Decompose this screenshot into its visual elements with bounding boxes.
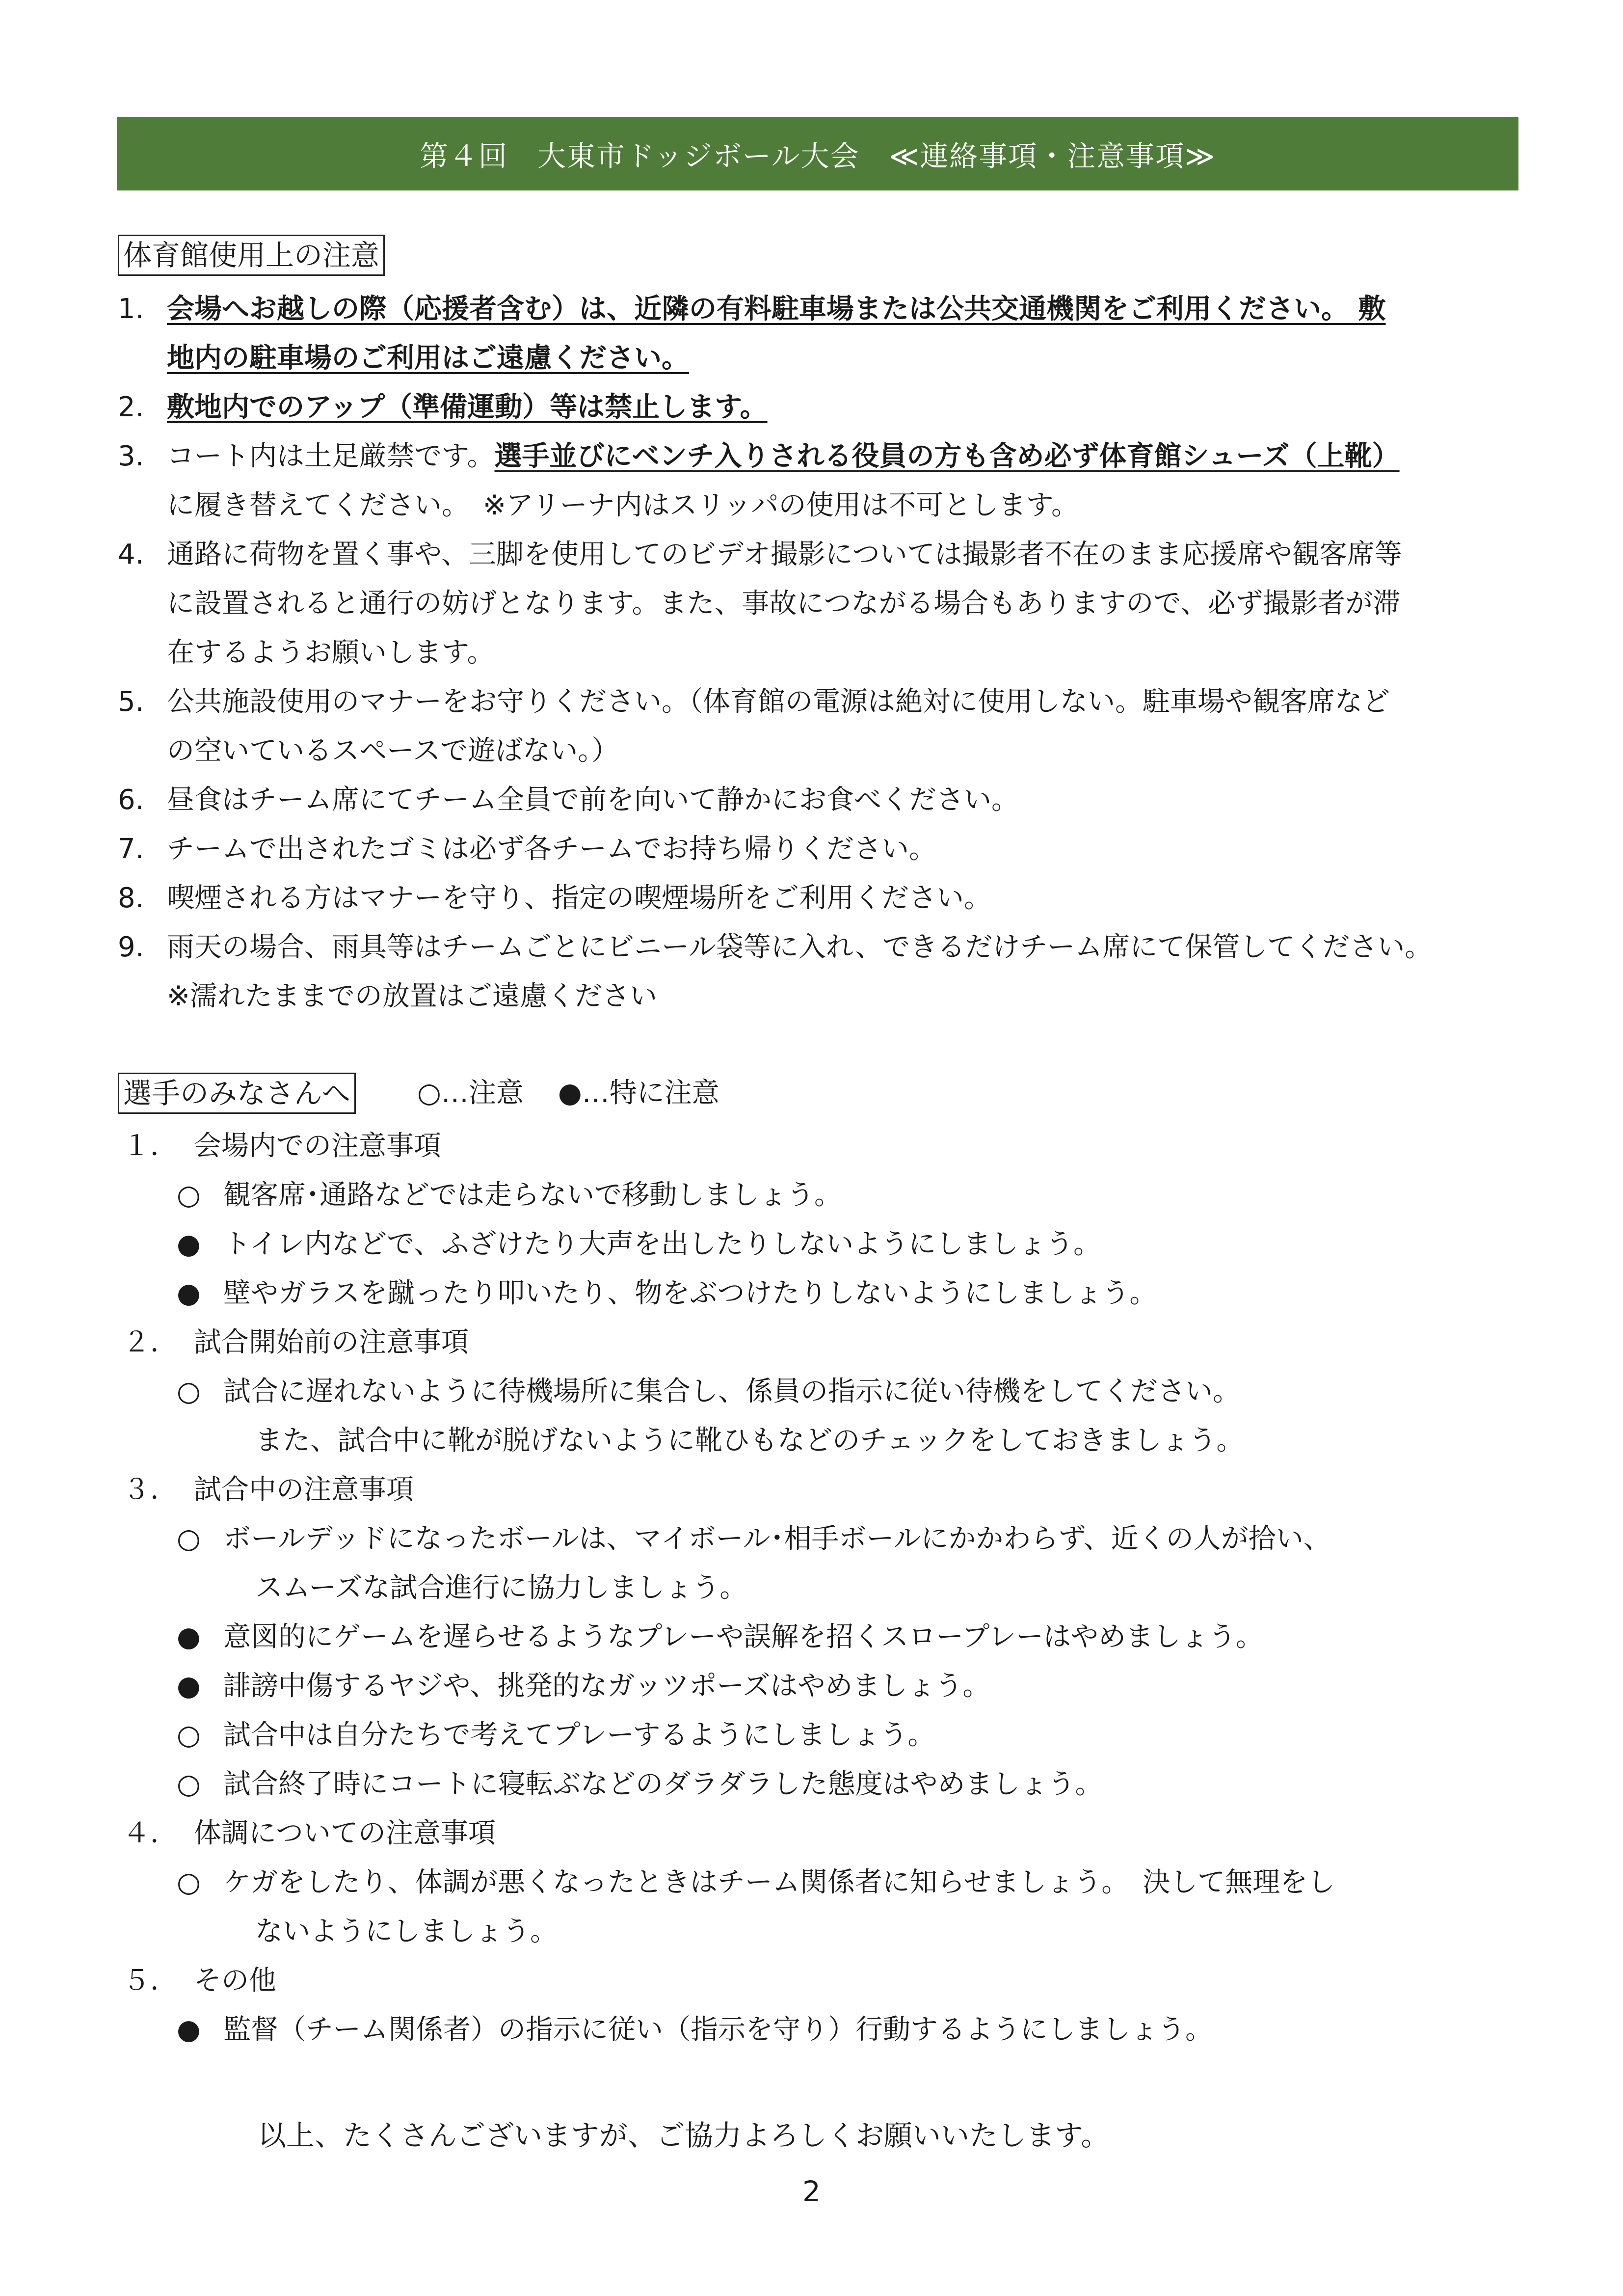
bullet-mark: ●: [177, 2014, 201, 2046]
closing-message: 以上、たくさんございますが、ご協力よろしくお願いいたします。: [258, 2119, 1110, 2152]
item-text: 敷地内でのアップ（準備運動）等は禁止します。: [167, 391, 768, 423]
bullet-item: [177, 1760, 1502, 1809]
bullet-item: [177, 1613, 1502, 1662]
gym-item-1: [118, 285, 1521, 383]
item-text: 会場へお越しの際（応援者含む）は、近隣の有料駐車場または公共交通機関をご利用ください。 敷: [167, 293, 1386, 325]
bullet-text-cont: ないようにしましょう。: [255, 1916, 558, 1947]
item-number: 3.: [118, 440, 144, 472]
group-number: ２．: [123, 1326, 178, 1358]
group-title: その他: [194, 1965, 276, 1997]
bullet-text: トイレ内などで、ふざけたり大声を出したりしないようにしましょう。: [223, 1228, 1101, 1260]
item-number: 7.: [118, 833, 144, 865]
group-number: ４．: [123, 1817, 178, 1849]
bullet-mark: ●: [177, 1621, 201, 1653]
item-text: に設置されると通行の妨げとなります。また、事故につながる場合もありますので、必ず撮影者が滞: [167, 588, 1401, 620]
item-number: 9.: [118, 931, 144, 963]
bullet-mark: ○: [177, 1768, 201, 1800]
group-title: 体調についての注意事項: [194, 1817, 496, 1849]
item-number: 4.: [118, 539, 144, 570]
bullet-item: [177, 1367, 1502, 1465]
bullet-text: 試合終了時にコートに寝転ぶなどのダラダラした態度はやめましょう。: [223, 1768, 1103, 1800]
group-heading-5: [123, 1956, 276, 2005]
bullet-text-cont: また、試合中に靴が脱げないように靴ひもなどのチェックをしておきましょう。: [255, 1425, 1244, 1457]
group-title: 試合中の注意事項: [194, 1474, 414, 1506]
bullet-text: 監督（チーム関係者）の指示に従い（指示を守り）行動するようにしましょう。: [223, 2014, 1213, 2046]
item-text: 公共施設使用のマナーをお守りください。（体育館の電源は絶対に使用しない。駐車場や観客席など: [167, 686, 1390, 718]
item-number: 6.: [118, 784, 144, 816]
item-text: 通路に荷物を置く事や、三脚を使用してのビデオ撮影については撮影者不在のまま応援席や観客席等: [167, 539, 1402, 570]
group-heading-2: [123, 1318, 469, 1367]
gym-item-3: [118, 432, 1521, 530]
item-text: 地内の駐車場のご利用はご遠慮ください。: [167, 342, 689, 374]
item-number: 8.: [118, 882, 144, 914]
bullet-text: 試合中は自分たちで考えてプレーするようにしましょう。: [223, 1719, 935, 1751]
item-number: 2.: [118, 391, 144, 423]
item-text: チームで出されたゴミは必ず各チームでお持ち帰りください。: [167, 833, 936, 865]
bullet-item: [177, 1858, 1502, 1956]
bullet-mark: ○: [177, 1179, 201, 1211]
group-heading-4: [123, 1809, 496, 1858]
group-heading-3: [123, 1465, 414, 1514]
item-text: 在するようお願いします。: [167, 637, 495, 669]
gym-section-heading: 体育館使用上の注意: [118, 235, 385, 276]
item-text: コート内は土足厳禁です。: [167, 440, 495, 472]
bullet-mark: ●: [177, 1277, 201, 1309]
group-number: ５．: [123, 1965, 178, 1997]
gym-item-5: [118, 677, 1521, 776]
bullet-item: [177, 1220, 1502, 1269]
page-title-banner: [117, 117, 1518, 190]
gym-item-6: [118, 776, 1521, 825]
group-title: 会場内での注意事項: [194, 1130, 441, 1162]
player-section-heading: 選手のみなさんへ: [118, 1073, 356, 1114]
item-text: の空いているスペースで遊ばない。）: [167, 735, 619, 767]
bullet-text: 誹謗中傷するヤジや、挑発的なガッツポーズはやめましょう。: [223, 1670, 990, 1702]
bullet-item: [177, 1662, 1502, 1711]
bullet-mark: ○: [177, 1866, 201, 1898]
bullet-item: [177, 1269, 1502, 1318]
item-text: ※濡れたままでの放置はご遠慮ください: [167, 980, 657, 1012]
bullet-item: [177, 1514, 1502, 1613]
item-text-emphasis: 選手並びにベンチ入りされる役員の方も含め必ず体育館シューズ（上靴）: [494, 440, 1400, 472]
bullet-text: 試合に遅れないように待機場所に集合し、係員の指示に従い待機をしてください。: [223, 1376, 1240, 1407]
bullet-item: [177, 2005, 1502, 2054]
bullet-mark: ●: [177, 1228, 201, 1260]
group-title: 試合開始前の注意事項: [194, 1326, 469, 1358]
bullet-text: ケガをしたり、体調が悪くなったときはチーム関係者に知らせましょう。 決して無理をし: [223, 1866, 1335, 1898]
bullet-text-cont: スムーズな試合進行に協力しましょう。: [255, 1572, 747, 1604]
gym-item-9: [118, 923, 1521, 1021]
bullet-mark: ○: [177, 1719, 201, 1751]
bullet-text: 壁やガラスを蹴ったり叩いたり、物をぶつけたりしないようにしましょう。: [223, 1277, 1157, 1309]
bullet-mark: ○: [177, 1523, 201, 1555]
bullet-item: [177, 1711, 1502, 1760]
bullet-text: 観客席･通路などでは走らないで移動しましょう。: [223, 1179, 842, 1211]
gym-item-2: [118, 383, 1521, 432]
item-text: 喫煙される方はマナーを守り、指定の喫煙場所をご利用ください。: [167, 882, 991, 914]
bullet-item: [177, 1171, 1502, 1220]
group-heading-1: [123, 1122, 441, 1171]
group-number: ３．: [123, 1474, 178, 1506]
gym-item-7: [118, 825, 1521, 874]
page-number: 2: [802, 2175, 821, 2208]
bullet-text: ボールデッドになったボールは、マイボール･相手ボールにかかわらず、近くの人が拾い、: [223, 1523, 1331, 1555]
group-number: １．: [123, 1130, 178, 1162]
bullet-mark: ○: [177, 1376, 201, 1407]
item-number: 1.: [118, 293, 144, 325]
item-text: に履き替えてください。 ※アリーナ内はスリッパの使用は不可とします。: [167, 489, 1079, 521]
page-title: 第４回 大東市ドッジボール大会 ≪連絡事項・注意事項≫: [420, 139, 1216, 173]
legend-circle: ○…注意: [417, 1077, 524, 1109]
item-number: 5.: [118, 686, 144, 718]
gym-item-4: [118, 530, 1521, 677]
gym-item-8: [118, 874, 1521, 923]
bullet-text: 意図的にゲームを遅らせるようなプレーや誤解を招くスロープレーはやめましょう。: [223, 1621, 1264, 1653]
bullet-mark: ●: [177, 1670, 201, 1702]
item-text: 雨天の場合、雨具等はチームごとにビニール袋等に入れ、できるだけチーム席にて保管してください。: [167, 931, 1433, 963]
mark-legend: [417, 1076, 754, 1110]
item-text: 昼食はチーム席にてチーム全員で前を向いて静かにお食べください。: [167, 784, 1019, 816]
legend-dot: ●…特に注意: [558, 1077, 719, 1109]
